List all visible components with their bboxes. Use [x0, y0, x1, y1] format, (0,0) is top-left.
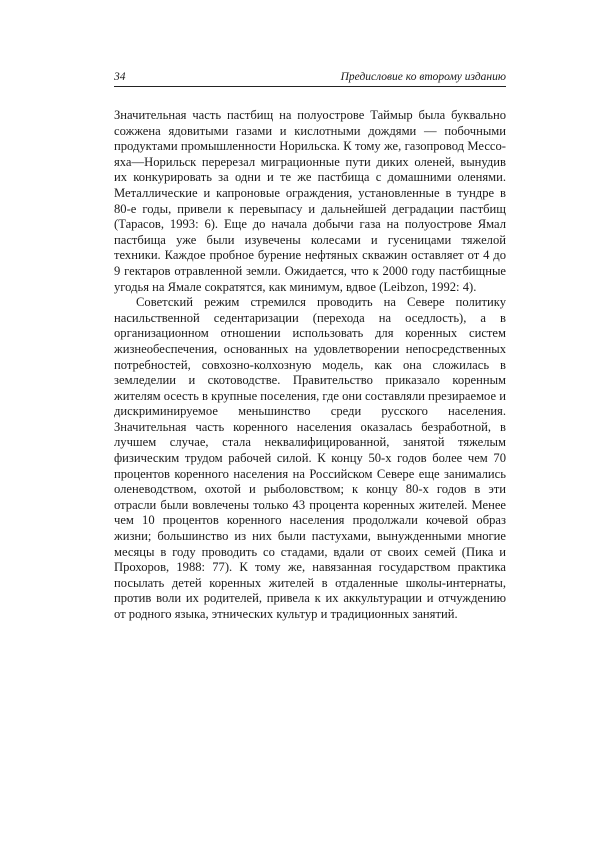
paragraph-soviet-regime: Советский режим стремился проводить на Севере политику насильственной седентаризации (перехода на оседлость), а в организационном отношении использовать для коренных систем жизнеобеспечения, основанных на удовлетворении непосредственных потребностей, совхозно-колхозную модель, как она сложилась в земледелии и скотоводстве. Правительство приказало коренным жителям осесть в крупные поселения, где они составляли презираемое и дискриминируемое меньшинство среди русского населения. Значительная часть коренного населения оказалась безработной, в лучшем случае, стала неквалифицированной, занятой тяжелым физическим трудом рабочей силой. К концу 50-х годов более чем 70 процентов коренного населения на Российском Севере еще занимались оленеводством, охотой и рыболовством; к концу 80-х годов в эти отрасли были вовлечены только 43 процента коренных жителей. Менее чем 10 процентов коренного населения продолжали кочевой образ жизни; большинство из них были пастухами, вынужденными многие месяцы в году проводить со стадами, вдали от своих семей (Пика и Прохоров, 1988: 77). К тому же, навязанная государством практика посылать детей коренных жителей в отдаленные школы-интернаты, против воли их родителей, привела к их аккультурации и отчуждению от родного языка, этнических культур и традиционных занятий.: [114, 295, 506, 621]
body-text: [114, 108, 506, 623]
section-title: Предисловие ко второму изданию: [340, 71, 506, 83]
page-number: 34: [114, 71, 126, 83]
header-rule: [114, 86, 506, 87]
paragraph-pastures: Значительная часть пастбищ на полуострове Таймыр была буквально сожжена ядовитыми газами и кислотными дождями — побочными продуктами промышленности Норильска. К тому же, газопровод Мессояха—Норильск перерезал миграционные пути диких оленей, вынудив их конкурировать за одни и те же пастбища с домашними оленями. Металлические и капроновые ограждения, установленные в тундре в 80-е годы, привели к перевыпасу и дальнейшей деградации пастбищ (Тарасов, 1993: 6). Еще до начала добычи газа на полуострове Ямал пастбища уже были изувечены колесами и гусеницами тяжелой техники. Каждое пробное бурение нефтяных скважин оставляет от 4 до 9 гектаров отравленной земли. Ожидается, что к 2000 году пастбищные угодья на Ямале сократятся, как минимум, вдвое (Leibzon, 1992: 4).: [114, 108, 506, 294]
running-head: [114, 70, 506, 86]
